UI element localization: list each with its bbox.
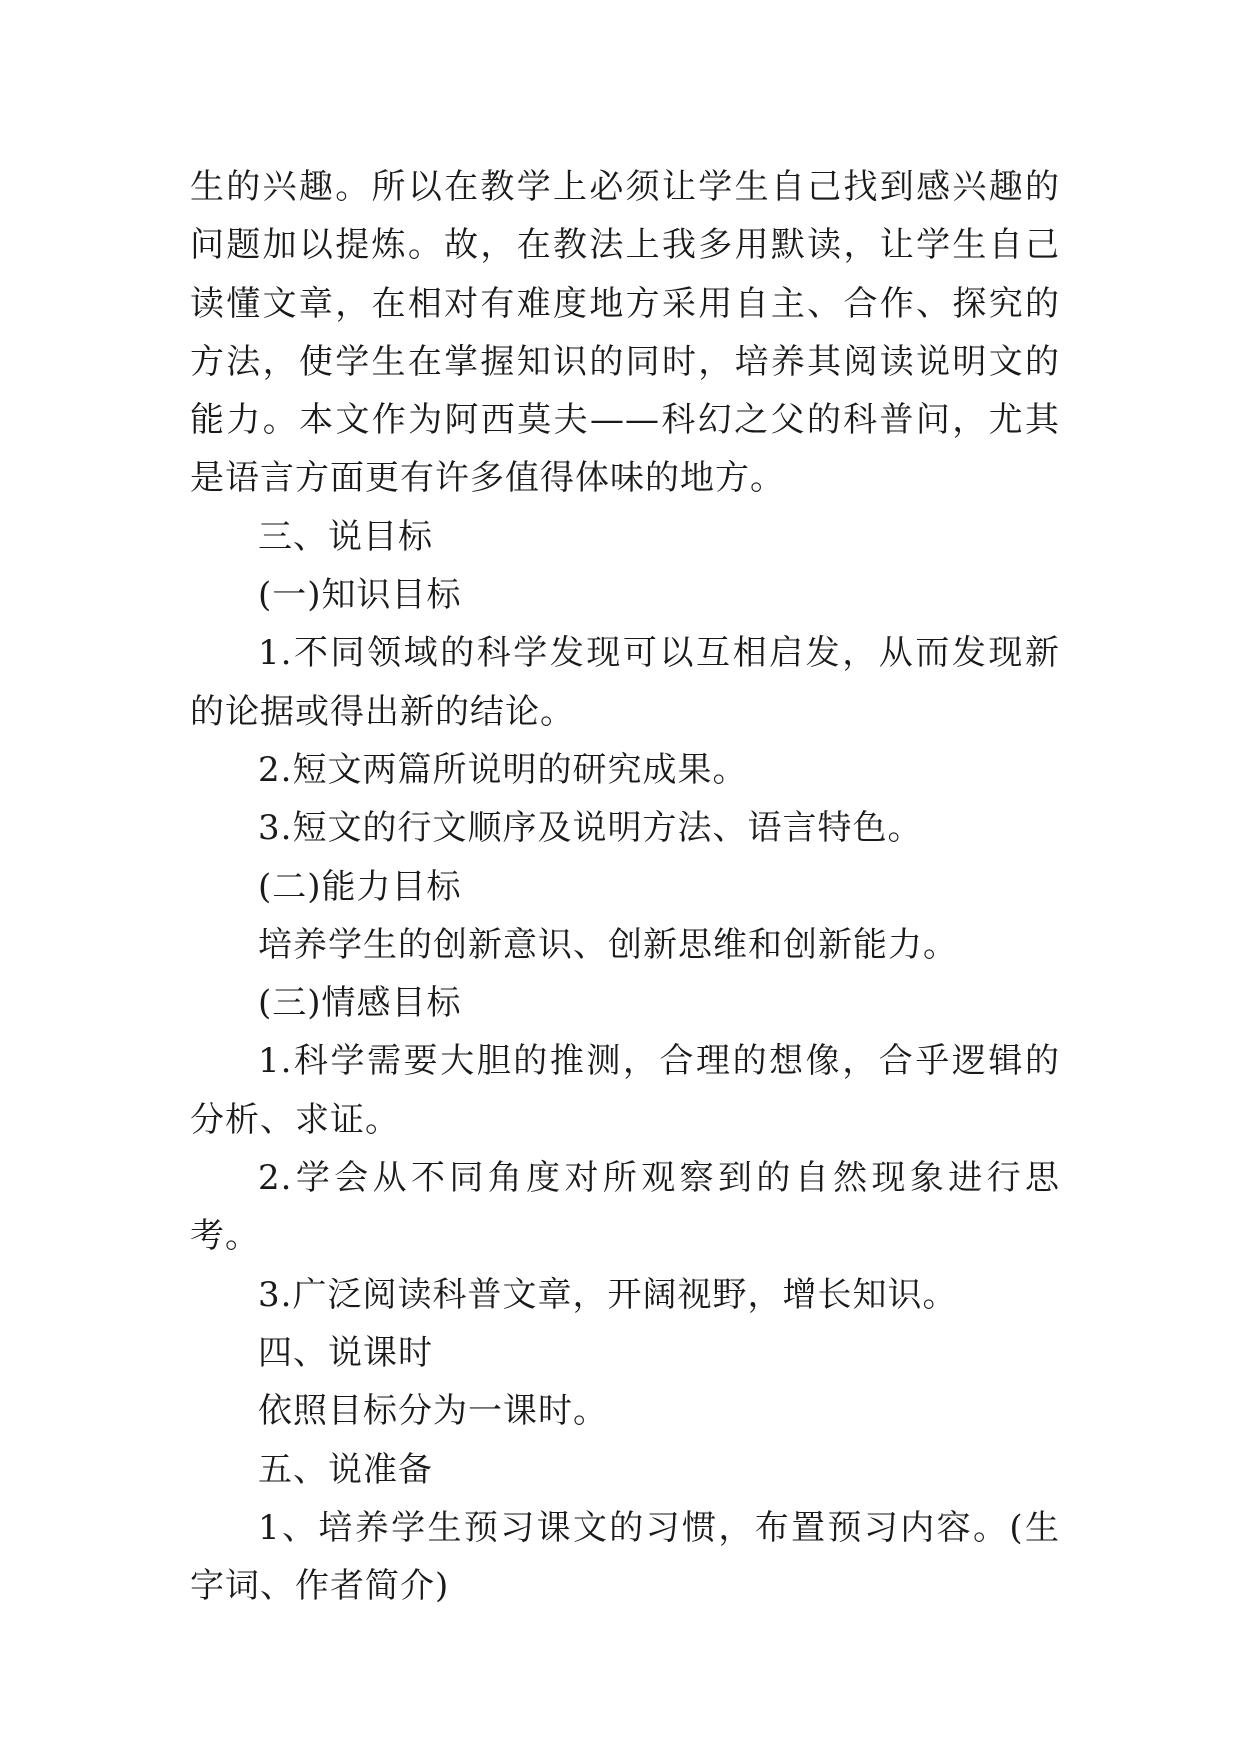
- list-item-knowledge-3: 3.短文的行文顺序及说明方法、语言特色。: [258, 808, 923, 849]
- heading-section-3: 三、说目标: [258, 516, 433, 557]
- heading-section-4: 四、说课时: [258, 1332, 433, 1373]
- paragraph-intro-continued: 生的兴趣。所以在教学上必须让学生自己找到感兴趣的问题加以提炼。故，在教法上我多用默读，让学生自己读懂文章，在相对有难度地方采用自主、合作、探究的方法，使学生在掌握知识的同时，培养其阅读说明文的能力。本文作为阿西莫夫——科幻之父的科普问，尤其是语言方面更有许多值得体味的地方。: [190, 167, 1060, 499]
- list-item-emotion-1: 1.科学需要大胆的推测，合理的想像，合乎逻辑的分析、求证。: [190, 1041, 1060, 1140]
- list-item-preparation-1: 1、培养学生预习课文的习惯，布置预习内容。(生字词、作者简介): [190, 1507, 1060, 1607]
- subheading-knowledge-goals: (一)知识目标: [258, 575, 462, 616]
- paragraph-class-hours: 依照目标分为一课时。: [258, 1391, 608, 1432]
- subheading-ability-goals: (二)能力目标: [258, 866, 462, 907]
- list-item-knowledge-1: 1.不同领域的科学发现可以互相启发，从而发现新的论据或得出新的结论。: [190, 633, 1060, 732]
- heading-section-5: 五、说准备: [258, 1449, 433, 1490]
- list-item-knowledge-2: 2.短文两篇所说明的研究成果。: [258, 749, 748, 790]
- subheading-emotion-goals: (三)情感目标: [258, 983, 462, 1024]
- list-item-emotion-3: 3.广泛阅读科普文章，开阔视野，增长知识。: [258, 1274, 958, 1315]
- paragraph-ability-goal: 培养学生的创新意识、创新思维和创新能力。: [258, 924, 958, 965]
- document-body: [190, 158, 1060, 1615]
- list-item-emotion-2: 2.学会从不同角度对所观察到的自然现象进行思考。: [190, 1158, 1060, 1257]
